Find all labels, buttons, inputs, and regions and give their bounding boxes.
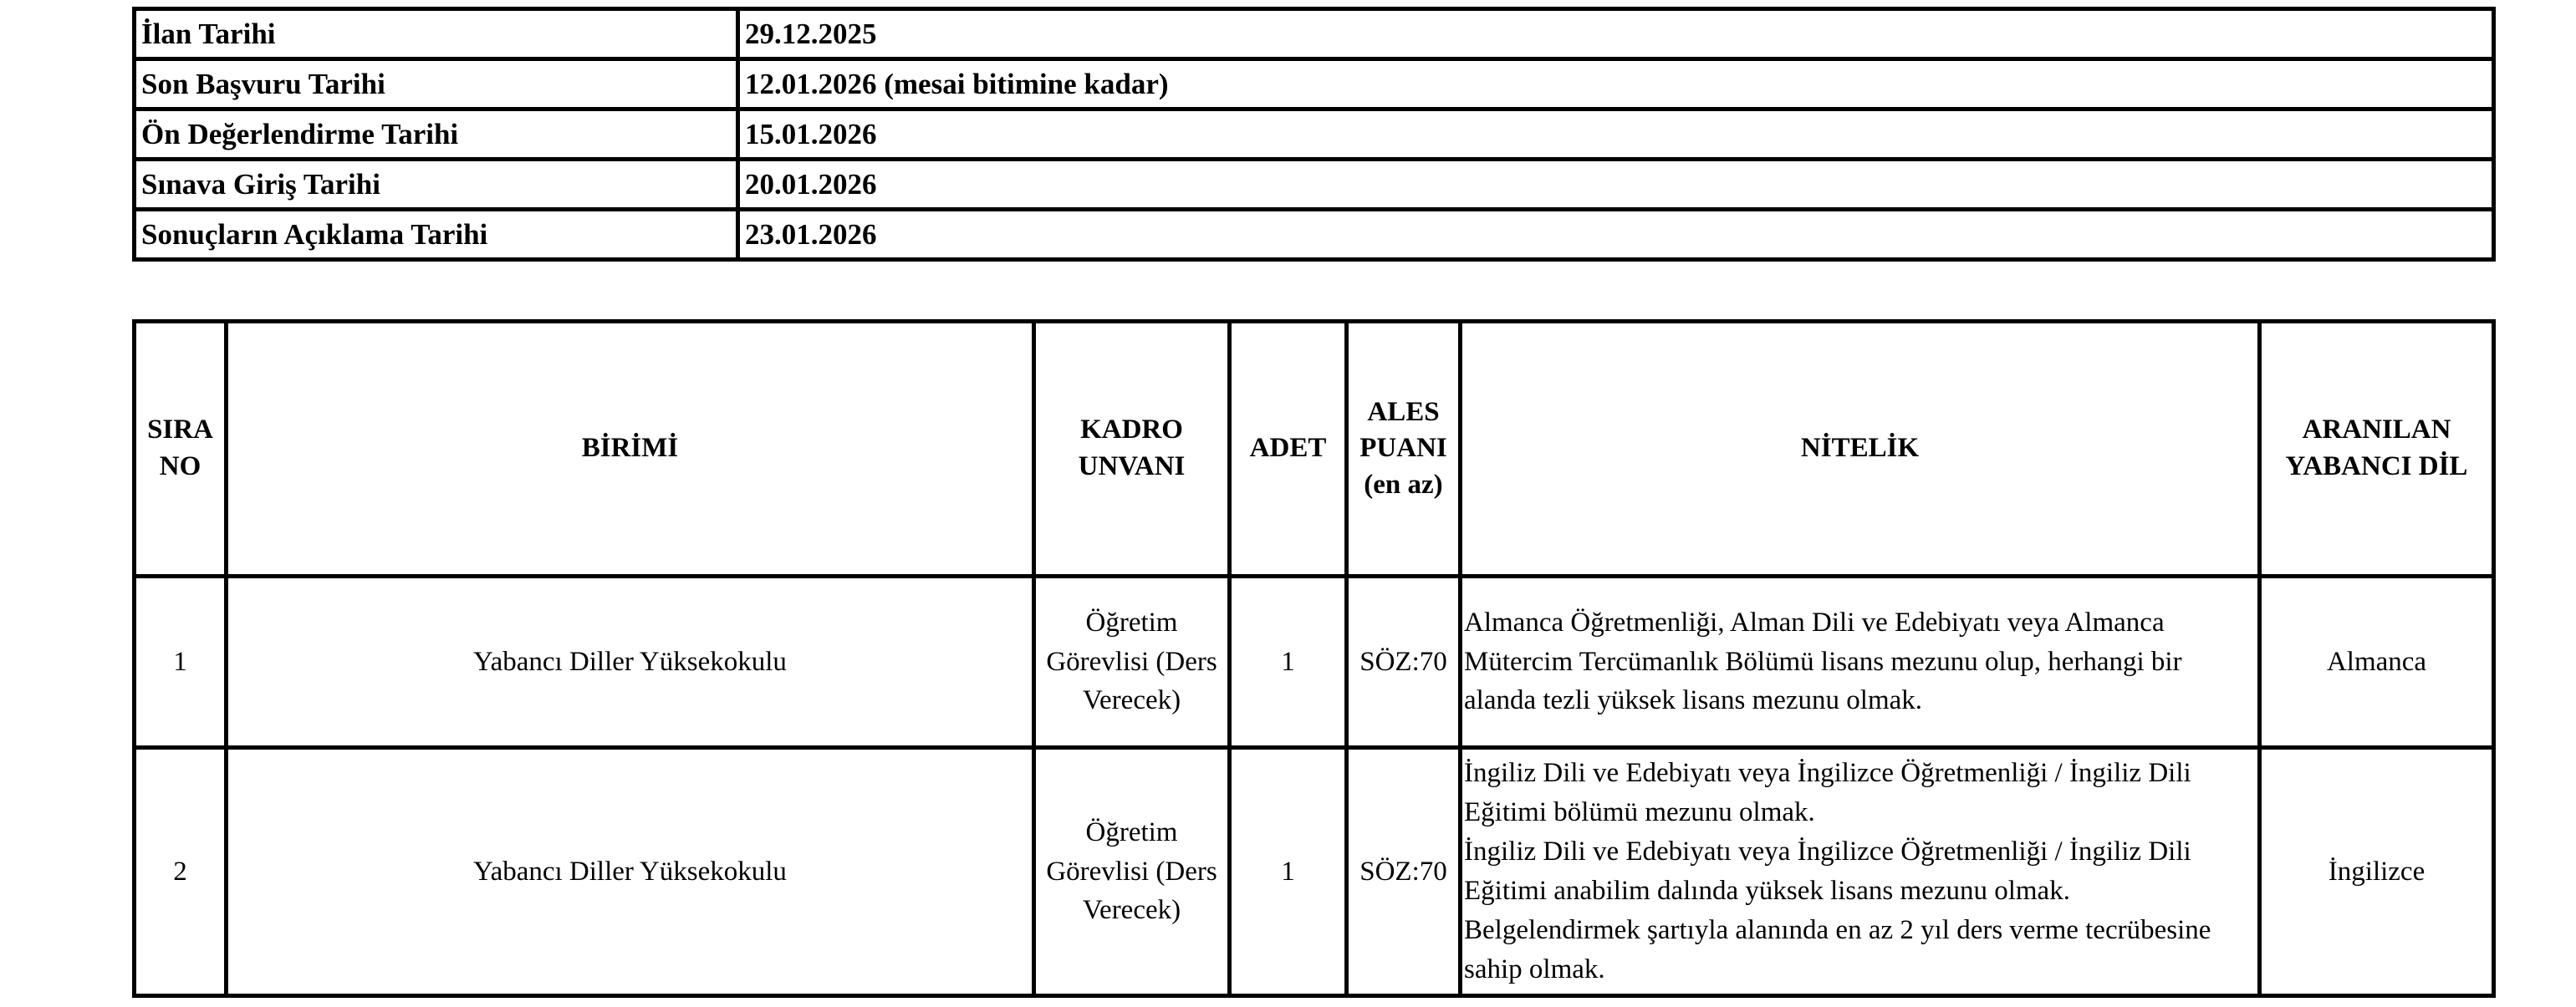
cell-ales: SÖZ:70 (1347, 748, 1461, 996)
cell-birim: Yabancı Diller Yüksekokulu (227, 748, 1034, 996)
date-value: 12.01.2026 (mesai bitimine kadar) (738, 59, 2494, 109)
date-label: Sınava Giriş Tarihi (135, 160, 738, 210)
cell-text: Verecek) (1082, 895, 1181, 926)
cell-text: İngiliz Dili ve Edebiyatı veya İngilizce Öğretmenliği / İngiliz Dili (1464, 837, 2191, 867)
header-text: YABANCI DİL (2285, 451, 2468, 481)
cell-text: Eğitimi bölümü mezunu olmak. (1464, 797, 1815, 828)
date-value: 15.01.2026 (738, 109, 2494, 160)
cell-sira: 2 (135, 748, 227, 996)
positions-table (132, 319, 2496, 998)
date-row-sonuclar (135, 210, 2494, 260)
cell-adet: 1 (1230, 577, 1347, 748)
header-text: ALES (1367, 396, 1440, 427)
date-label: İlan Tarihi (135, 9, 738, 59)
header-ales-puani (1347, 322, 1461, 577)
date-value: 20.01.2026 (738, 160, 2494, 210)
header-kadro-unvani (1034, 322, 1230, 577)
header-text: NO (159, 451, 201, 481)
cell-text: Eğitimi anabilim dalında yüksek lisans mezunu olmak. (1464, 876, 2070, 906)
date-label: Son Başvuru Tarihi (135, 59, 738, 109)
date-value: 29.12.2025 (738, 9, 2494, 59)
cell-text: Görevlisi (Ders (1046, 646, 1217, 677)
cell-ales: SÖZ:70 (1347, 577, 1461, 748)
dates-table (132, 7, 2496, 262)
cell-sira: 1 (135, 577, 227, 748)
cell-text: Mütercim Tercümanlık Bölümü lisans mezunu olup, herhangi bir (1464, 646, 2182, 677)
cell-text: Öğretim (1085, 816, 1178, 847)
header-text: UNVANI (1078, 451, 1186, 481)
cell-text: Öğretim (1085, 607, 1178, 638)
date-row-son-basvuru (135, 59, 2494, 109)
cell-text: sahip olmak. (1464, 954, 1605, 984)
date-row-sinava-giris (135, 160, 2494, 210)
header-aranilan-yabanci-dil (2260, 322, 2494, 577)
cell-text: İngiliz Dili ve Edebiyatı veya İngilizce Öğretmenliği / İngiliz Dili (1464, 758, 2191, 789)
header-adet (1230, 322, 1347, 577)
header-text: SIRA (147, 414, 213, 445)
header-text: KADRO (1080, 414, 1183, 445)
cell-adet: 1 (1230, 748, 1347, 996)
date-row-ilan (135, 9, 2494, 59)
header-text: (en az) (1364, 469, 1443, 500)
date-label: Ön Değerlendirme Tarihi (135, 109, 738, 160)
cell-text: alanda tezli yüksek lisans mezunu olmak. (1464, 685, 1923, 716)
header-sira-no (135, 322, 227, 577)
cell-kadro (1034, 577, 1230, 748)
header-text: NİTELİK (1800, 433, 1920, 464)
table-row (135, 577, 2494, 748)
date-value: 23.01.2026 (738, 210, 2494, 260)
header-text: PUANI (1359, 433, 1447, 464)
cell-nitelik (1461, 577, 2260, 748)
cell-kadro (1034, 748, 1230, 996)
date-label: Sonuçların Açıklama Tarihi (135, 210, 738, 260)
header-birimi (227, 322, 1034, 577)
cell-text: Almanca Öğretmenliği, Alman Dili ve Edebiyatı veya Almanca (1464, 607, 2165, 638)
header-nitelik (1461, 322, 2260, 577)
header-text: ARANILAN (2302, 414, 2451, 445)
cell-text: Verecek) (1082, 685, 1181, 716)
header-row (135, 322, 2494, 577)
header-text: ADET (1249, 433, 1327, 464)
cell-birim: Yabancı Diller Yüksekokulu (227, 577, 1034, 748)
table-row (135, 748, 2494, 996)
cell-text: Görevlisi (Ders (1046, 856, 1217, 887)
date-row-on-degerlendirme (135, 109, 2494, 160)
cell-text: Belgelendirmek şartıyla alanında en az 2 yıl ders verme tecrübesine (1464, 914, 2211, 945)
cell-dil: İngilizce (2260, 748, 2494, 996)
cell-nitelik (1461, 748, 2260, 996)
cell-dil: Almanca (2260, 577, 2494, 748)
header-text: BİRİMİ (581, 433, 679, 464)
